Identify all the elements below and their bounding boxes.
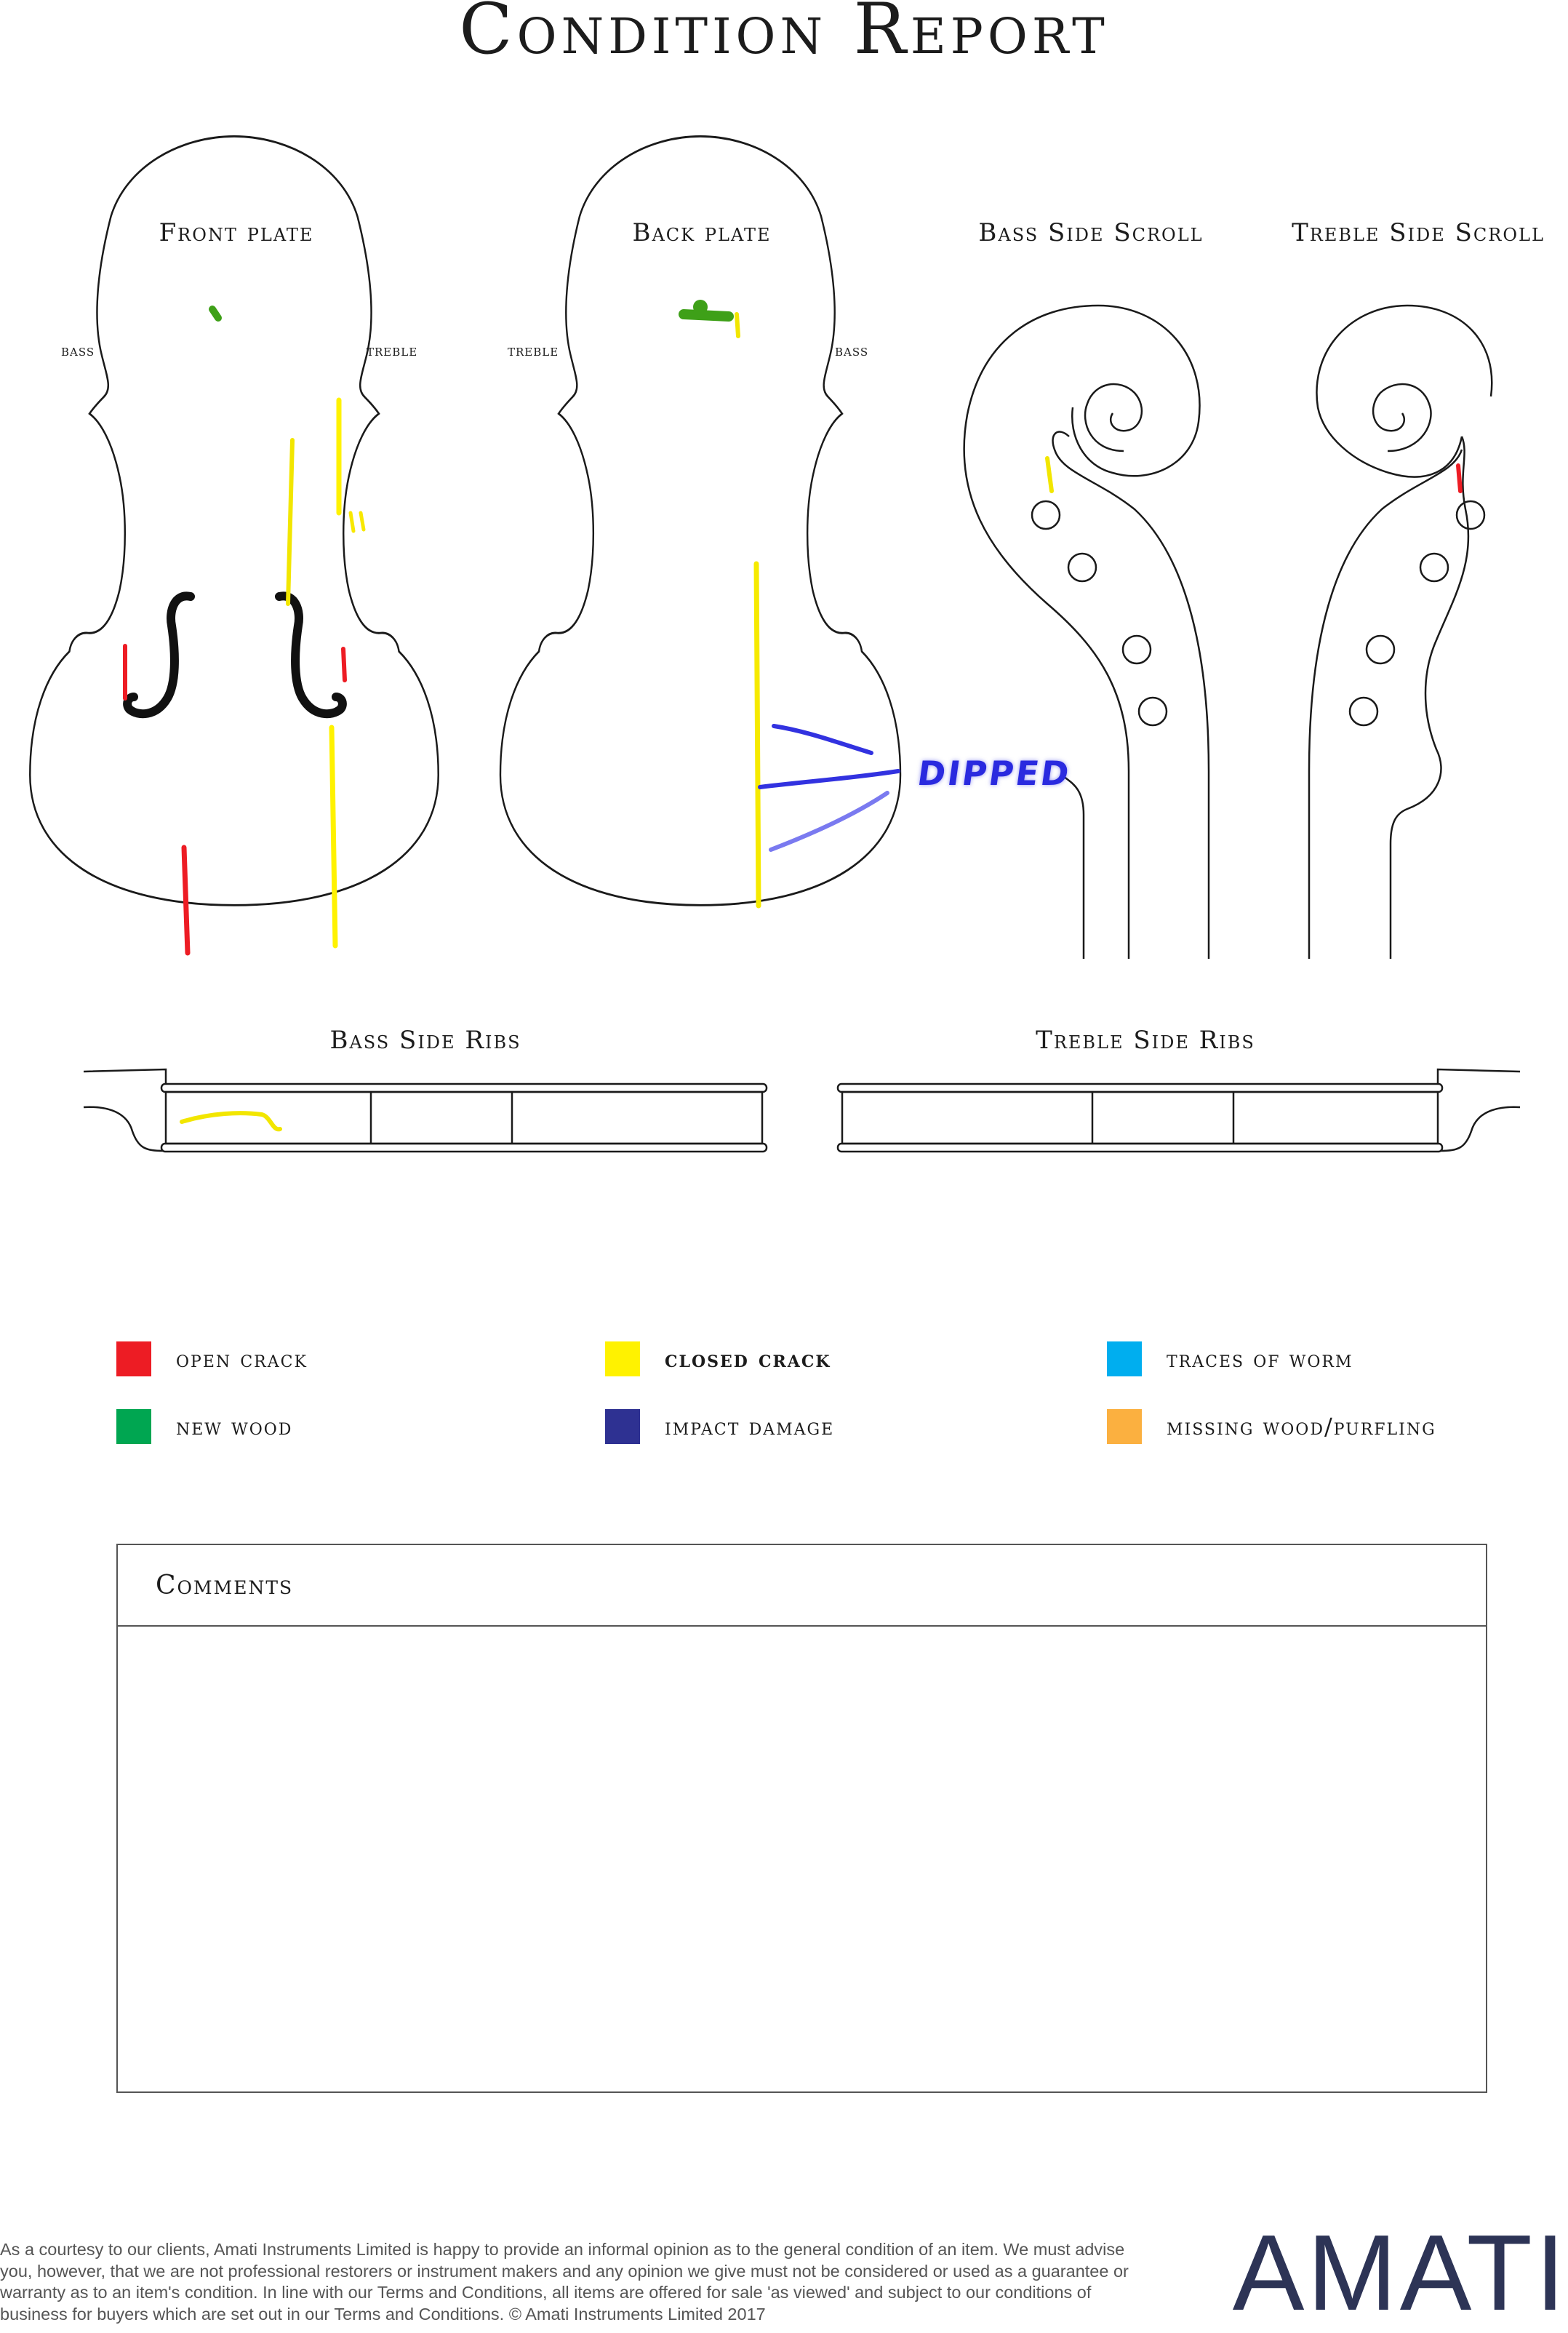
treble-side-scroll-drawing bbox=[1309, 306, 1492, 959]
open-crack-swatch bbox=[116, 1341, 151, 1376]
disclaimer-text: As a courtesy to our clients, Amati Instruments Limited is happy to provide an informal opinion as to the general condition of an item. We must advise you, however, that we are not professional restorers or instrument makers and any opinion we give must not be considered or used as a guarantee or warranty as to an item's condition. In line with our Terms and Conditions, all items are offered for sale 'as viewed' and subject to our conditions of business for buyers which are set out in our Terms and Conditions. © Amati Instruments Limited 2017 bbox=[0, 2240, 1129, 2324]
treble-scroll-label: Treble Side Scroll bbox=[1292, 218, 1545, 247]
front-plate-drawing bbox=[30, 136, 438, 953]
legend-impact-damage: impact damage bbox=[605, 1408, 834, 1445]
legend-missing-wood-purfling: missing wood/purfling bbox=[1107, 1408, 1436, 1445]
bass-side-scroll-drawing bbox=[964, 306, 1209, 959]
legend-closed-crack: closed crack bbox=[605, 1341, 831, 1377]
back-bass-side-label: bass bbox=[835, 342, 869, 360]
front-plate-label: Front plate bbox=[159, 218, 314, 247]
closed-crack-swatch bbox=[605, 1341, 640, 1376]
legend-new-wood: new wood bbox=[116, 1408, 292, 1445]
comments-box bbox=[116, 1544, 1487, 2093]
new-wood-swatch bbox=[116, 1409, 151, 1444]
impact-damage-swatch bbox=[605, 1409, 640, 1444]
traces-of-worm-swatch bbox=[1107, 1341, 1142, 1376]
dipped-annotation: DIPPED bbox=[915, 754, 1074, 793]
comments-label: Comments bbox=[118, 1545, 1486, 1627]
page-title: Condition Report bbox=[459, 0, 1109, 70]
treble-ribs-label: Treble Side Ribs bbox=[1036, 1026, 1255, 1055]
front-bass-side-label: bass bbox=[61, 342, 95, 360]
front-treble-side-label: treble bbox=[367, 342, 418, 360]
bass-scroll-label: Bass Side Scroll bbox=[978, 218, 1204, 247]
legend-open-crack: open crack bbox=[116, 1341, 308, 1377]
back-plate-label: Back plate bbox=[632, 218, 772, 247]
missing-wood-purfling-swatch bbox=[1107, 1409, 1142, 1444]
treble-side-ribs-drawing bbox=[838, 1069, 1520, 1152]
amati-logo: AMATI bbox=[1232, 2213, 1568, 2333]
comments-body[interactable] bbox=[118, 1627, 1486, 2091]
back-treble-side-label: treble bbox=[508, 342, 559, 360]
bass-ribs-label: Bass Side Ribs bbox=[329, 1026, 521, 1055]
legend-traces-of-worm: traces of worm bbox=[1107, 1341, 1353, 1377]
back-plate-drawing bbox=[500, 136, 900, 906]
bass-side-ribs-drawing bbox=[84, 1069, 767, 1152]
